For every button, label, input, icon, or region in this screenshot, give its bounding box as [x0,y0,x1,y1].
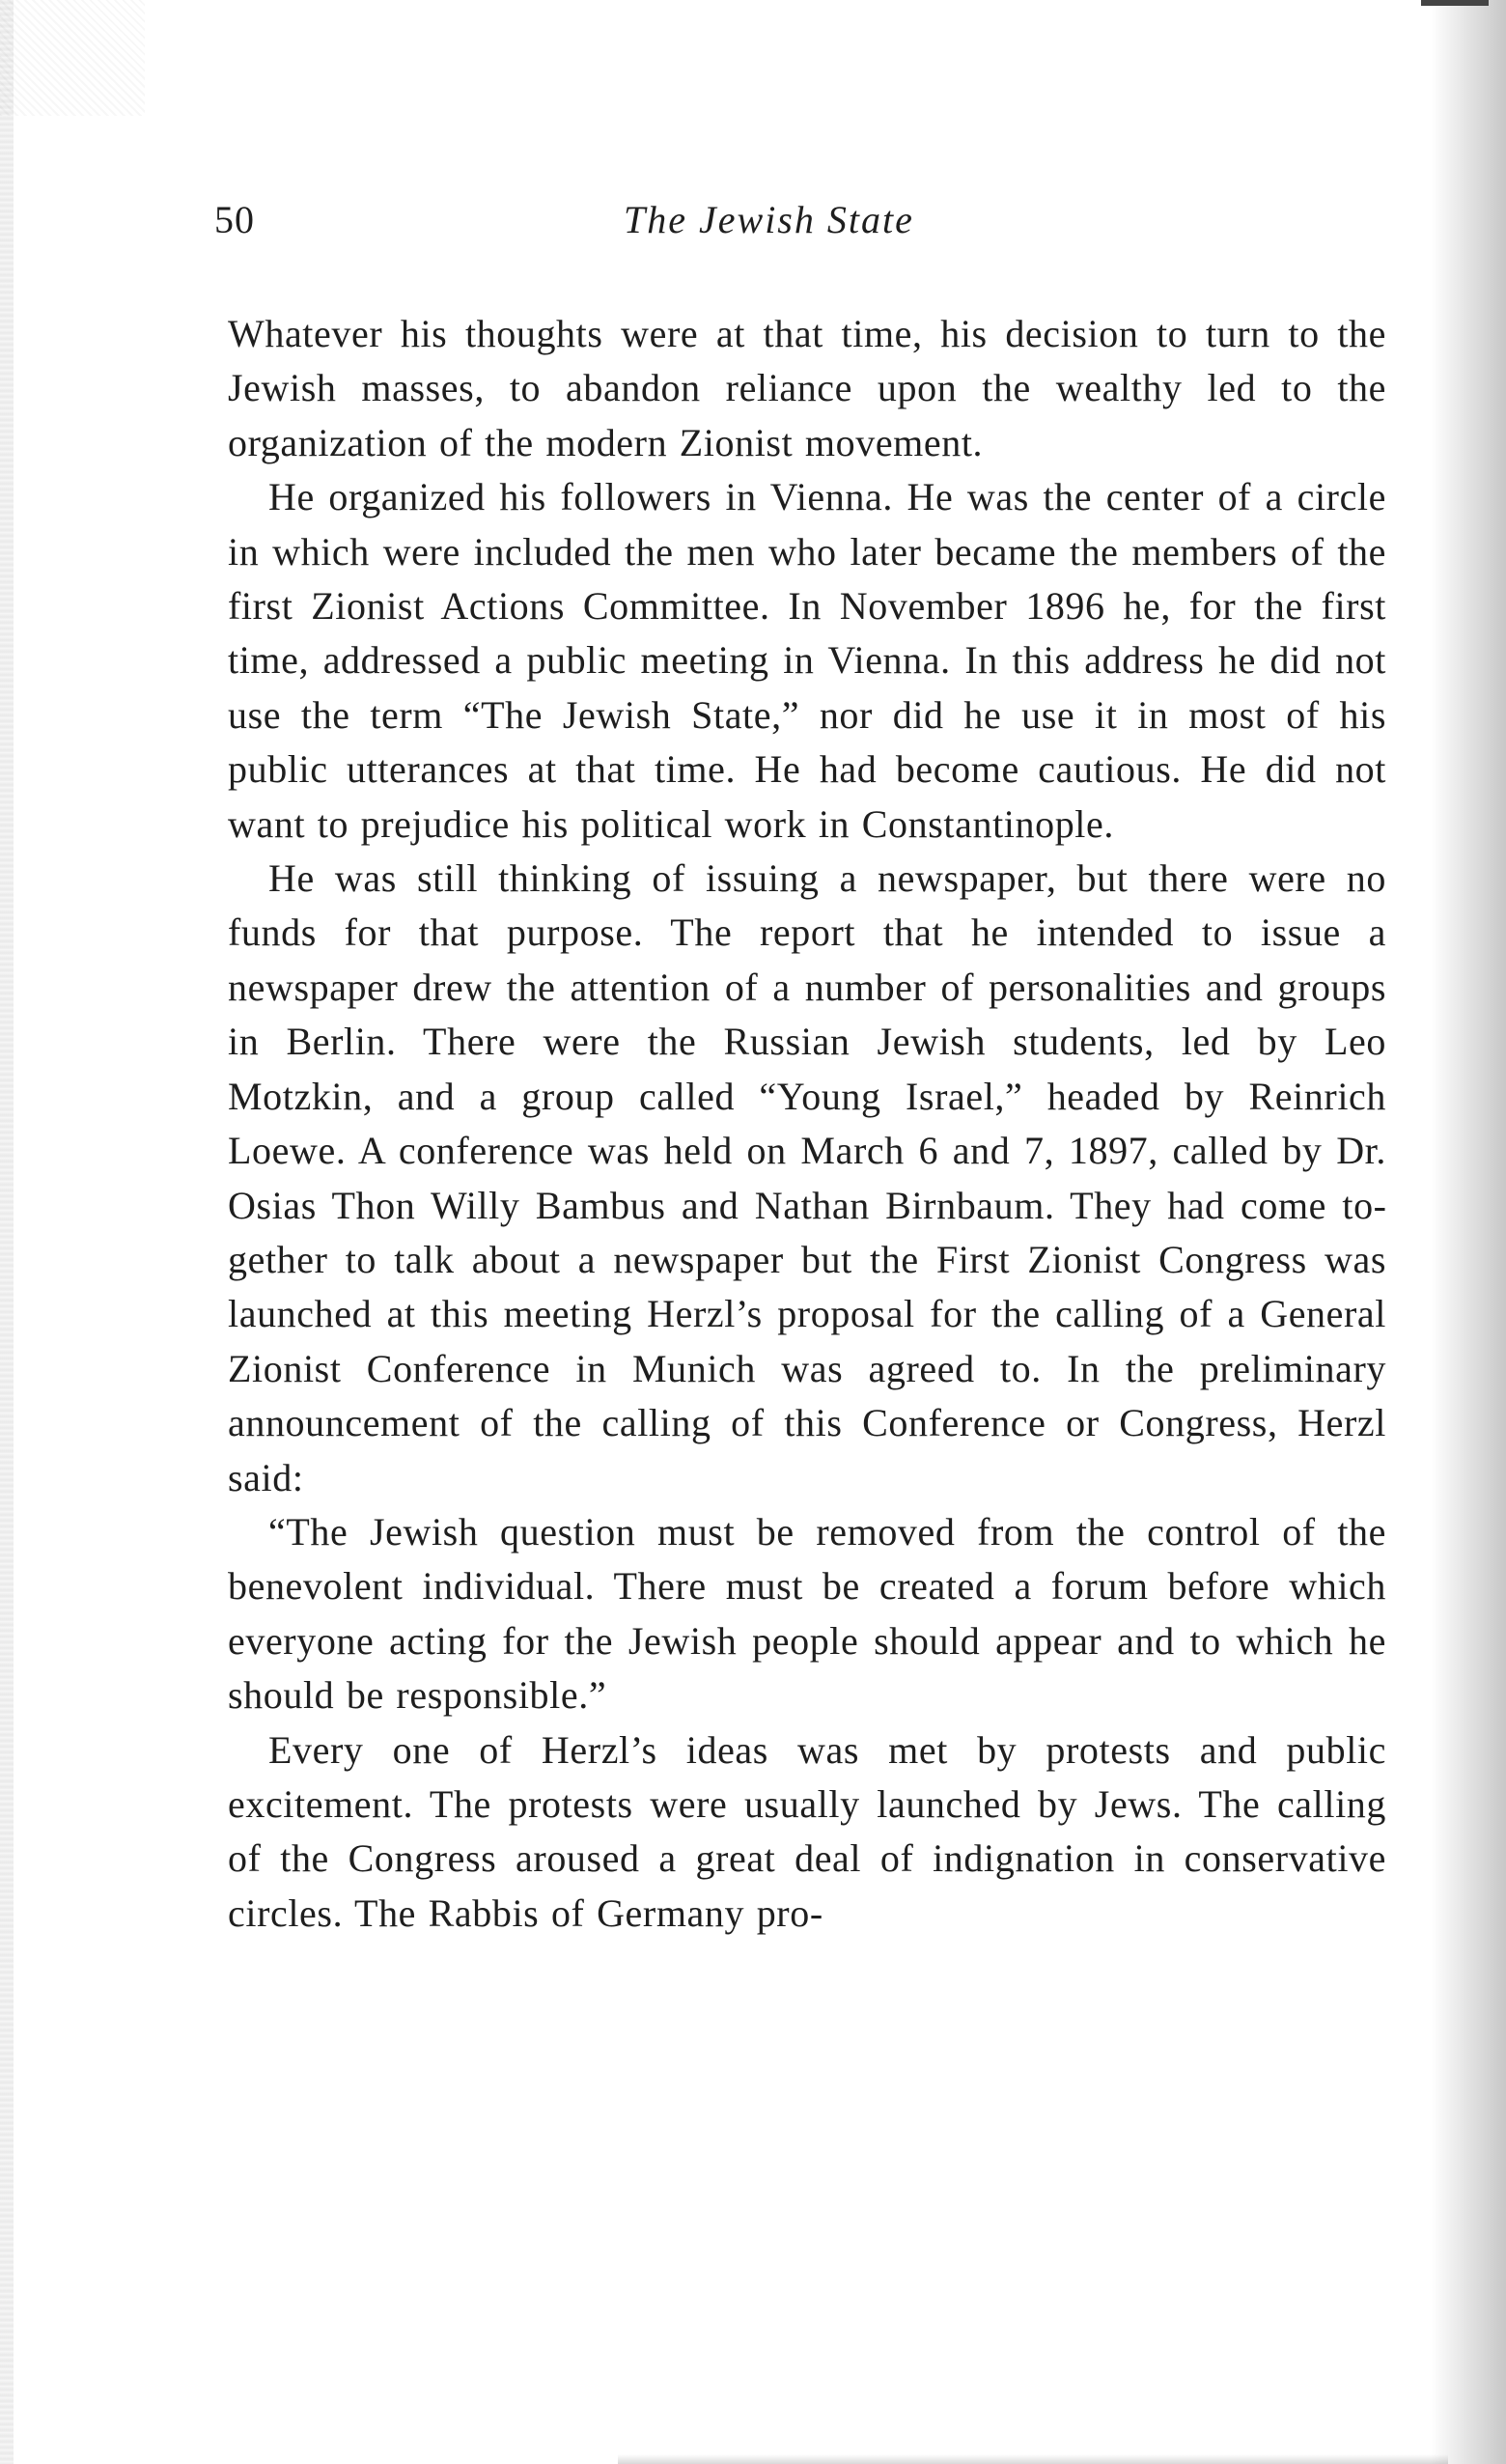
scan-edge-line [1421,0,1489,6]
scan-artifact [0,0,145,116]
page-header [214,197,1392,255]
paragraph: He was still thinking of issuing a newspaper, but there were no funds for that purpose. The report that he intended to issue a newspaper drew the attention of a number of personalities and groups in Berlin. There were the Russian Jewish students, led by Leo Motzkin, and a group called “Young Israel,” headed by Reinrich Loewe. A conference was held on March 6 and 7, 1897, called by Dr. Osias Thon Willy Bambus and Nathan Birnbaum. They had come together to talk about a newspaper but the First Zionist Congress was launched at this meeting Herzl’s proposal for the calling of a General Zionist Conference in Munich was agreed to. In the preliminary announcement of the calling of this Conference or Congress, Herzl said: [228,856,1386,1499]
quotation: “The Jewish question must be removed from the control of the benevolent individual. There must be created a forum before which everyone acting for the Jewish people should appear and to which he should be responsible.” [228,1509,1386,1718]
paragraph: Every one of Herzl’s ideas was met by protests and public excitement. The protests were usually launched by Jews. The calling of the Congress aroused a great deal of indignation in conservative circles. The Rabbis of Germany pro- [228,1727,1386,1935]
page-gutter-shadow [1431,0,1506,2464]
paragraph: Whatever his thoughts were at that time, his decision to turn to the Jewish masses, to abandon reliance upon the wealthy led to the organization of the modern Zionist movement. [228,312,1386,464]
paragraph: He organized his followers in Vienna. He was the center of a circle in which were included the men who later became the members of the first Zionist Actions Committee. In November 1896 he, for the first time, addressed a public meeting in Vienna. In this address he did not use the term “The Jewish State,” nor did he use it in most of his public utterances at that time. He had become cautious. He did not want to prejudice his political work in Constantinople. [228,475,1386,846]
scan-edge-left [0,0,14,2464]
scan-edge-bottom [618,2454,1448,2464]
body-text [228,307,1386,1941]
running-title: The Jewish State [624,198,914,241]
page-number: 50 [214,198,255,241]
